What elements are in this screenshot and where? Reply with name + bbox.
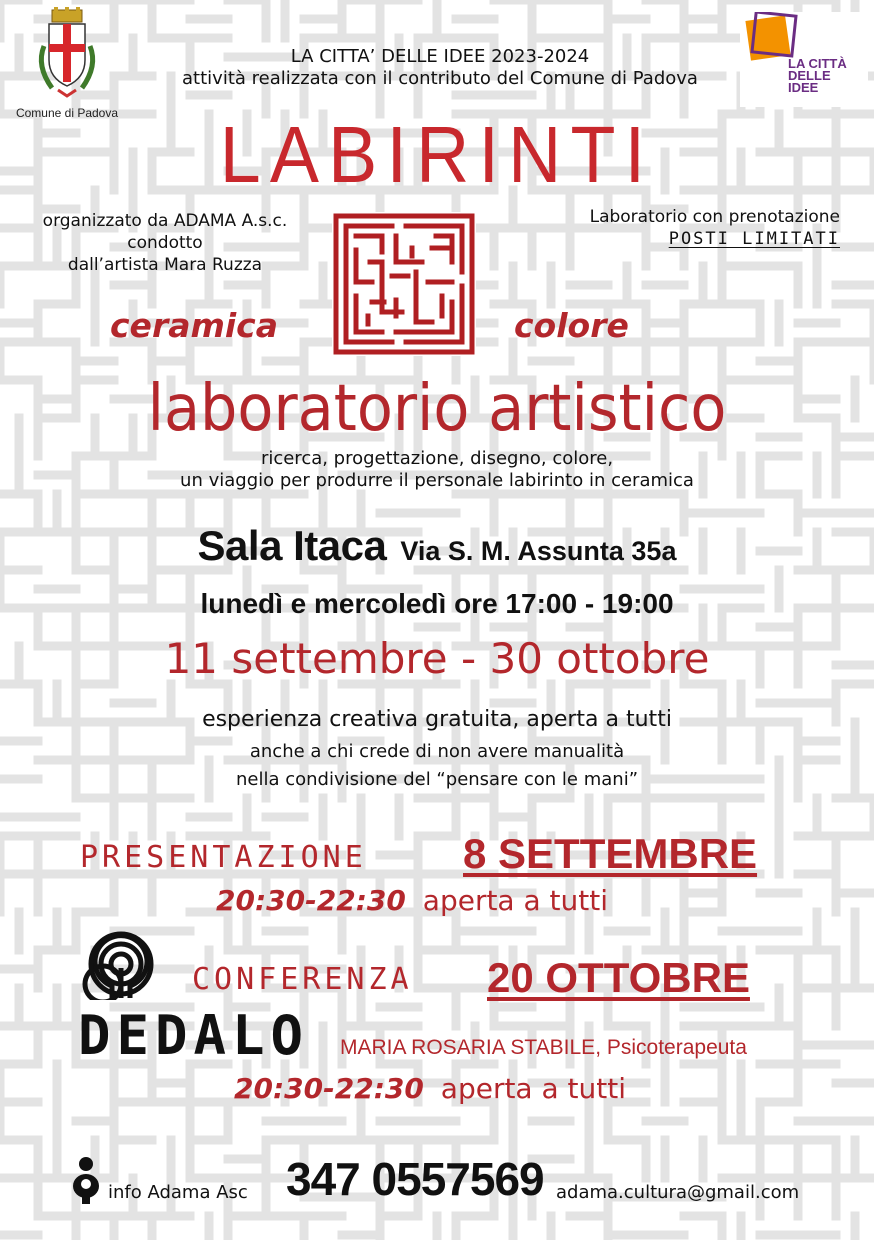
lab-desc-line-1: ricerca, progettazione, disegno, colore, (260, 448, 614, 469)
comune-label: Comune di Padova (15, 106, 119, 120)
presentation-note: aperta a tutti (422, 884, 609, 917)
red-maze-image (332, 212, 476, 356)
lab-desc-line-2: un viaggio per produrre il personale labirinto in ceramica (180, 470, 694, 491)
padova-crest-icon (32, 6, 102, 102)
conference-label: CONFERENZA (192, 962, 413, 997)
header-line-2: attività realizzata con il contributo del Comune di Padova (182, 68, 698, 89)
venue-address: Via S. M. Assunta 35a (400, 536, 677, 566)
conference-note: aperta a tutti (440, 1072, 627, 1105)
conference-date: 20 OTTOBRE (487, 954, 750, 1001)
organizer-line-1: organizzato da ADAMA A.s.c. (42, 211, 288, 231)
experience-sub-line-1: anche a chi crede di non avere manualità (249, 741, 625, 762)
organizer-line-2: condotto (127, 233, 203, 253)
organizer-info (10, 210, 320, 276)
presentation-label: PRESENTAZIONE (80, 840, 367, 875)
page-title: LABIRINTI (219, 110, 655, 199)
word-ceramica: ceramica (110, 306, 279, 345)
word-colore: colore (514, 306, 629, 345)
experience-sub (0, 738, 874, 794)
header-text (120, 46, 760, 90)
booking-info (490, 206, 840, 250)
phone-number[interactable]: 347 0557569 (286, 1153, 544, 1205)
conference-speaker: MARIA ROSARIA STABILE, Psicoterapeuta (340, 1036, 747, 1059)
conference-time-range: 20:30-22:30 (234, 1072, 424, 1105)
limited-seats-label: POSTI LIMITATI (668, 229, 840, 249)
lab-description (0, 448, 874, 492)
email-address[interactable]: adama.cultura@gmail.com (556, 1182, 800, 1203)
footer-info-label: info Adama Asc (108, 1182, 248, 1203)
organizer-line-3: dall’artista Mara Ruzza (67, 255, 263, 275)
presentation-time (216, 884, 608, 917)
conference-time (234, 1072, 626, 1105)
presentation-date: 8 SETTEMBRE (463, 830, 758, 877)
header-line-1: LA CITTA’ DELLE IDEE 2023-2024 (290, 46, 590, 67)
citta-logo-text: LA CITTÀ DELLE IDEE (788, 56, 847, 95)
conference-title: DEDALO (78, 1004, 310, 1067)
labyrinth-icon (72, 928, 170, 1000)
citta-delle-idee-logo (740, 12, 868, 107)
venue-name: Sala Itaca (197, 522, 387, 569)
adama-figure-icon (70, 1156, 102, 1204)
date-range: 11 settembre - 30 ottobre (164, 634, 710, 683)
presentation-time-range: 20:30-22:30 (216, 884, 406, 917)
comune-di-padova-logo (8, 6, 126, 120)
experience-sub-line-2: nella condivisione del “pensare con le mani” (235, 769, 639, 790)
lab-title: laboratorio artistico (147, 372, 727, 446)
schedule: lunedì e mercoledì ore 17:00 - 19:00 (200, 588, 674, 619)
booking-line-1: Laboratorio con prenotazione (589, 207, 840, 227)
venue (0, 522, 874, 570)
experience-main: esperienza creativa gratuita, aperta a tutti (202, 707, 672, 732)
